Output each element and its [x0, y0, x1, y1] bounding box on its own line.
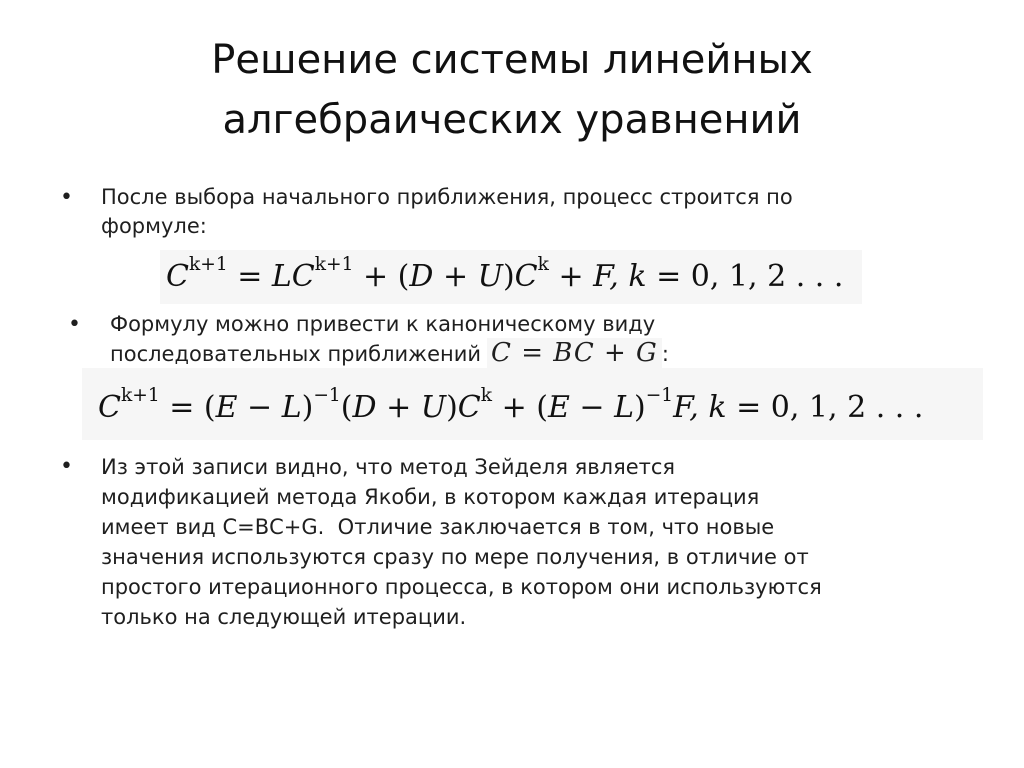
- formula1-op3: ): [502, 259, 515, 294]
- bullet-2-line-1: Формулу можно привести к каноническому виду: [110, 312, 656, 336]
- formula2-e1: E: [215, 390, 238, 425]
- formula1-op2: +: [433, 259, 478, 294]
- formula1-lhs-sup: k+1: [188, 254, 228, 276]
- formula2-l2: L: [614, 390, 634, 425]
- bullet-1-line-1: После выбора начального приближения, процесс строится по: [101, 185, 793, 209]
- formula2-minus2: −: [569, 390, 615, 425]
- formula1-d: D: [409, 259, 434, 294]
- formula2-close2: ): [446, 390, 458, 425]
- bullet-marker-1: •: [60, 185, 73, 210]
- formula2-l1: L: [281, 390, 302, 425]
- formula2-fk: F, k: [673, 390, 727, 425]
- formula1-op4: +: [548, 259, 594, 294]
- formula2-c-sup: k: [480, 385, 493, 407]
- formula2-plus: +: [376, 390, 421, 425]
- formula2-inverse-1: −1: [313, 385, 341, 407]
- bullet-2-colon: :: [661, 342, 669, 366]
- slide-title: [60, 30, 964, 150]
- formula1-u: U: [477, 259, 503, 294]
- bullet-marker-2: •: [68, 312, 81, 337]
- formula2-minus1: −: [237, 390, 282, 425]
- bullet-marker-3: •: [60, 454, 73, 479]
- formula2-inverse-2: −1: [645, 385, 674, 407]
- bullet-2-text: [110, 310, 990, 369]
- formula2-eq: = (: [159, 390, 216, 425]
- title-line-2: алгебраических уравнений: [222, 97, 802, 143]
- formula1-op1: + (: [353, 259, 410, 294]
- bullet-3-line-6: только на следующей итерации.: [101, 605, 467, 629]
- bullet-1-text: [101, 183, 981, 241]
- formula2-lhs: C: [98, 390, 121, 425]
- bullet-3-line-2: модификацией метода Якоби, в котором каждая итерация: [101, 485, 760, 509]
- formula2-tail: = 0, 1, 2 . . .: [726, 390, 924, 425]
- bullet-1-line-2: формуле:: [101, 214, 207, 238]
- formula-canonical: [82, 368, 983, 440]
- bullet-3-text: [101, 452, 1001, 632]
- formula1-c: C: [514, 259, 538, 294]
- formula2-open2: (: [340, 390, 353, 425]
- formula2-paren2: ): [634, 390, 646, 425]
- bullet-3-line-5: простого итерационного процесса, в котором они используются: [101, 575, 822, 599]
- formula2-lhs-sup: k+1: [120, 385, 160, 407]
- bullet-3-line-4: значения используются сразу по мере получения, в отличие от: [101, 545, 809, 569]
- bullet-2-line-2-text: последовательных приближений: [110, 342, 482, 366]
- title-line-1: Решение системы линейных: [211, 37, 813, 83]
- bullet-2-line-2: [110, 339, 990, 369]
- formula2-plus2: + (: [492, 390, 548, 425]
- formula1-lhs: C: [166, 259, 189, 294]
- formula1-fk: F, k: [593, 259, 647, 294]
- formula-canonical-inline: C = BC + G: [487, 338, 662, 368]
- formula2-e2: E: [547, 390, 570, 425]
- formula2-d: D: [352, 390, 377, 425]
- formula1-term1-sup: k+1: [314, 254, 354, 276]
- bullet-3-line-3: имеет вид С=ВС+G. Отличие заключается в том, что новые: [101, 515, 775, 539]
- formula2-u: U: [420, 390, 447, 425]
- formula-iteration: [160, 250, 862, 304]
- formula1-eq: =: [227, 259, 272, 294]
- formula1-tail: = 0, 1, 2 . . .: [646, 259, 844, 294]
- formula2-paren1: ): [301, 390, 314, 425]
- formula1-term1: LC: [271, 259, 315, 294]
- formula2-c: C: [457, 390, 481, 425]
- formula1-c-sup: k: [537, 254, 549, 276]
- bullet-3-line-1: Из этой записи видно, что метод Зейделя является: [101, 455, 676, 479]
